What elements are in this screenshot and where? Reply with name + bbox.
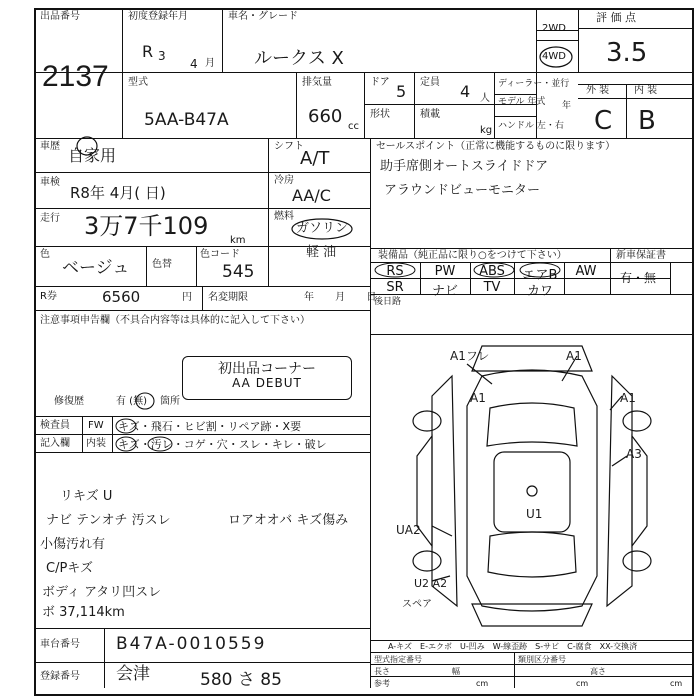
- diagram-mark: スペア: [402, 599, 432, 610]
- reference-label: 参考: [374, 679, 390, 688]
- note-line: ボ 37,114km: [42, 605, 125, 620]
- aircon-value: AA/C: [292, 186, 331, 205]
- cm-label-2: cm: [576, 679, 589, 688]
- length-label: 長さ: [374, 667, 390, 676]
- notes-field-label: 注意事項申告欄（不具合内容等は具体的に記入して下さい）: [40, 315, 310, 326]
- note-line: ロアオオバ キズ傷み: [228, 513, 349, 528]
- shift-label: シフト: [274, 141, 304, 152]
- repair-place-label: 箇所: [160, 396, 180, 407]
- capacity-unit: 人: [480, 93, 490, 104]
- shift-value: A/T: [300, 148, 330, 169]
- rear-label: 後日路: [374, 297, 402, 307]
- equipment-item: AW: [575, 264, 597, 279]
- exterior-grade: C: [594, 106, 613, 136]
- entry-column-label: 記入欄: [40, 438, 70, 449]
- interior-grade: B: [638, 106, 656, 136]
- stamp-en: AA DEBUT: [232, 376, 302, 391]
- rating-label: 評 価 点: [596, 11, 636, 24]
- warranty-label: 新車保証書: [616, 250, 666, 261]
- handle-label: ハンドル 左・右: [498, 121, 564, 131]
- fuel-light-oil: 軽 油: [306, 245, 337, 260]
- first-reg-label: 初度登録年月: [128, 11, 188, 22]
- capacity-label: 定員: [420, 77, 440, 88]
- reg-no-label: 登録番号: [40, 671, 80, 682]
- damage-legend: A-キズ E-エクボ U-凹み W-線歪跡 S-サビ C-腐食 XX-交換済: [388, 642, 638, 651]
- model-code-label: 型式: [128, 77, 148, 88]
- shape-label: 形状: [370, 109, 390, 120]
- load-label: 積載: [420, 109, 440, 120]
- height-label: 高さ: [590, 667, 606, 676]
- repair-none-circle: [134, 391, 156, 411]
- diagram-mark: A1: [470, 391, 486, 405]
- dealer-label: ディーラー・並行: [498, 79, 570, 89]
- interior-row-label: 内装: [86, 438, 106, 449]
- displacement-value: 660: [308, 106, 343, 127]
- cm-label-3: cm: [670, 679, 683, 688]
- equipment-item: エアB: [522, 268, 558, 283]
- equipment-label: 装備品（純正品に限り○をつけて下さい）: [378, 250, 567, 261]
- interior-codes: キズ・汚レ・コゲ・穴・スレ・キレ・破レ: [118, 438, 327, 451]
- mileage-label: 走行: [40, 213, 60, 224]
- first-reg-month: 4: [190, 57, 198, 71]
- model-code-value: 5AA-B47A: [144, 110, 229, 130]
- drive-4wd: 4WD: [542, 51, 566, 62]
- year-suffix: 年: [562, 101, 572, 111]
- equipment-circles: [372, 262, 672, 280]
- equipment-item: SR: [386, 280, 404, 295]
- car-diagram: [372, 336, 692, 636]
- width-label: 幅: [452, 667, 460, 676]
- first-reg-year: 3: [158, 49, 166, 63]
- diagram-mark: A1: [566, 349, 582, 363]
- repair-history-label: 修復歴: [54, 396, 84, 407]
- aircon-label: 冷房: [274, 175, 294, 186]
- note-line: ボディ アタリ凹スレ: [42, 585, 162, 600]
- equipment-item: TV: [483, 280, 501, 295]
- color-change-label: 色替: [152, 259, 172, 270]
- stamp-jp: 初出品コーナー: [218, 361, 316, 377]
- cm-label-1: cm: [476, 679, 489, 688]
- history-label: 車歴: [40, 141, 60, 152]
- debut-stamp: [182, 356, 352, 400]
- car-name-value: ルークス X: [254, 48, 344, 69]
- equipment-item: カワ: [526, 284, 553, 299]
- exterior-label: 外 装: [586, 85, 610, 96]
- title-change-value: 年 月 日: [304, 292, 377, 303]
- cc-label: cc: [348, 121, 359, 132]
- model-year-label: モデル 年式: [498, 97, 546, 107]
- diagram-mark: U1: [526, 507, 543, 521]
- km-label: km: [230, 235, 246, 246]
- sales-points-label: セールスポイント（正常に機能するものに限ります）: [376, 141, 616, 152]
- drive-2wd: 2WD: [542, 23, 566, 34]
- code-circles: [114, 416, 204, 452]
- warranty-options: 有・無: [620, 271, 657, 285]
- note-line: ナビ テンオチ 汚スレ: [46, 513, 171, 528]
- chassis-no-label: 車台番号: [40, 639, 80, 650]
- doors-value: 5: [396, 82, 407, 101]
- interior-label: 内 装: [634, 85, 658, 96]
- color-label: 色: [40, 249, 50, 260]
- diagram-mark: A1: [620, 391, 636, 405]
- sales-point-1: 助手席側オートスライドドア: [380, 159, 549, 174]
- inspection-value: R8年 4月( 日): [70, 184, 166, 202]
- rating-value: 3.5: [606, 38, 648, 68]
- displacement-label: 排気量: [302, 77, 332, 88]
- equipment-item: RS: [386, 264, 404, 279]
- inspector-label: 検査員: [40, 420, 70, 431]
- fw-label: FW: [88, 420, 104, 431]
- note-line: リキズ U: [60, 489, 113, 504]
- fuel-circle: [290, 218, 354, 240]
- r-ticket-label: R券: [40, 291, 57, 302]
- repair-history-value: 有 (無): [116, 396, 147, 407]
- fuel-gasoline: ガソリン: [296, 221, 349, 236]
- diagram-mark: UA2: [396, 523, 421, 537]
- fuel-label: 燃料: [274, 211, 294, 222]
- lot-no-label: 出品番号: [40, 11, 80, 22]
- r-ticket-yen: 円: [182, 292, 192, 303]
- sales-point-2: アラウンドビューモニター: [384, 183, 541, 198]
- reg-number-value: 580 さ 85: [200, 670, 282, 690]
- equipment-item: ABS: [479, 264, 505, 279]
- car-name-label: 車名・グレード: [228, 11, 298, 22]
- fw-codes: キズ・飛石・ヒビ割・リペア跡・X要: [118, 420, 302, 433]
- lot-no-value: 2137: [42, 60, 109, 93]
- r-ticket-value: 6560: [102, 288, 141, 306]
- color-value: ベージュ: [62, 258, 130, 278]
- chassis-no-value: B47A-0010559: [116, 634, 267, 654]
- color-code-label: 色コード: [200, 249, 240, 260]
- reg-place-value: 会津: [116, 664, 150, 684]
- color-code-value: 545: [222, 262, 255, 282]
- first-reg-month-label: 月: [205, 58, 215, 69]
- diagram-mark: A3: [626, 447, 642, 461]
- doors-label: ドア: [370, 77, 390, 88]
- note-line: 小傷汚れ有: [40, 537, 106, 552]
- capacity-value: 4: [460, 82, 471, 101]
- history-value: 自家用: [68, 146, 117, 165]
- inspection-label: 車検: [40, 177, 60, 188]
- diagram-mark: U2 A2: [414, 577, 448, 590]
- note-line: C/Pキズ: [46, 561, 94, 576]
- kg-label: kg: [480, 125, 493, 136]
- equipment-item: ナビ: [431, 284, 458, 299]
- history-circle: [76, 134, 102, 156]
- mileage-value: 3万7千109: [84, 212, 209, 240]
- equipment-item: PW: [434, 264, 456, 279]
- type-designation-label: 型式指定番号: [374, 655, 422, 664]
- diagram-mark: A1フレ: [450, 349, 490, 363]
- first-reg-era: R: [142, 42, 154, 61]
- drive-4wd-circle: [538, 44, 574, 68]
- title-change-label: 名変期限: [208, 292, 248, 303]
- class-number-label: 類別区分番号: [518, 655, 566, 664]
